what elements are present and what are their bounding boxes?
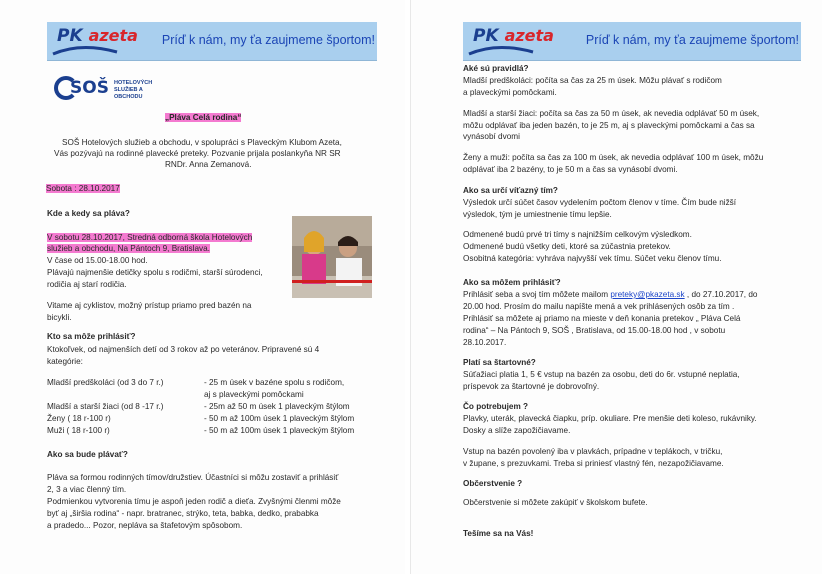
- flyer-page-right: [410, 0, 822, 574]
- where-line: V sobotu 28.10.2017, Stredná odborná škola Hotelových: [47, 233, 253, 242]
- rules-line: Ženy a muži: počíta sa čas za 100 m úsek, ak nevedia odplávať 100 m úsek, môžu: [463, 153, 764, 162]
- welcome-line: Vitame aj cyklistov, možný prístup priamo pred bazén na: [47, 301, 252, 310]
- closing-text: Tešíme sa na Vás!: [463, 529, 534, 538]
- snack-line: Občerstvenie si môžete zakúpiť v školskom bufete.: [463, 498, 648, 507]
- category-desc: - 50 m až 100m úsek 1 plaveckým štýlom: [204, 426, 355, 435]
- need-line: Plavky, uterák, plavecká čiapku, príp. okuliare. Pre menšie deti koleso, rukávniky.: [463, 414, 757, 423]
- where-line: služieb a obchodu, Na Pántoch 9, Bratislava.: [47, 244, 210, 253]
- who-line: Ktokoľvek, od najmenších detí od 3 rokov až po veteránov. Pripravené sú 4: [47, 345, 320, 354]
- how-line: Podmienkou vytvorenia tímu je aspoň jeden rodič a dieťa. Zvyšnými členmi môže: [47, 497, 341, 506]
- where-line: rodičia aj starí rodičia.: [47, 280, 127, 289]
- who-line: kategórie:: [47, 357, 83, 366]
- banner-slogan: Príď k nám, my ťa zaujmeme športom!: [161, 33, 375, 47]
- pk-azeta-logo: PK azeta: [57, 26, 138, 46]
- flyer-page-left: [0, 0, 405, 574]
- how-line: Pláva sa formou rodinných tímov/družstiev. Účastníci si môžu zostaviť a prihlásiť: [47, 473, 339, 482]
- category-desc: - 25 m úsek v bazéne spolu s rodičom,: [204, 378, 345, 387]
- winner-line: Odmenené budú všetky deti, ktoré sa zúčastnia pretekov.: [463, 242, 671, 251]
- who-heading: Kto sa môže prihlásiť?: [47, 332, 136, 341]
- rules-line: Mladší predškoláci: počíta sa čas za 25 m úsek. Môžu plávať s rodičom: [463, 76, 722, 85]
- wave-icon: [51, 44, 121, 58]
- category-name: Mladší predškoláci (od 3 do 7 r.): [47, 378, 164, 387]
- fee-line: Súťažiaci platia 1, 5 € vstup na bazén za osobu, deti do 6r. vstupné neplatia,: [463, 370, 740, 379]
- need-line: v župane, s prezuvkami. Treba si priniesť vlastný fén, nezapožičiavame.: [463, 459, 724, 468]
- category-name: Ženy ( 18 r-100 r): [47, 414, 111, 423]
- wave-icon: [467, 44, 537, 58]
- register-line: rodina“ – Na Pántoch 9, SOŠ , Bratislava, od 15.00-18.00 hod , v sobotu: [463, 326, 726, 335]
- fee-heading: Platí sa štartovné?: [463, 358, 536, 367]
- rules-line: Mladší a starší žiaci: počíta sa čas za 50 m úsek, ak nevedia odplávať 50 m úsek,: [463, 109, 760, 118]
- snack-heading: Občerstvenie ?: [463, 479, 523, 488]
- register-line: Prihlásiť sa môžete aj priamo na mieste v deň konania pretekov „ Pláva Celá: [463, 314, 741, 323]
- category-name: Muži ( 18 r-100 r): [47, 426, 110, 435]
- need-heading: Čo potrebujem ?: [463, 402, 529, 411]
- where-line: V čase od 15.00-18.00 hod.: [47, 256, 148, 265]
- rules-heading: Aké sú pravidlá?: [463, 64, 529, 73]
- winner-line: Osobitná kategória: vyhráva najvyšší vek tímu. Súčet veku členov tímu.: [463, 254, 722, 263]
- pk-azeta-logo: PK azeta: [473, 26, 554, 46]
- winner-line: výsledok, tým je umiestnenie tímu lepšie.: [463, 210, 612, 219]
- welcome-line: bicykli.: [47, 313, 72, 322]
- winner-heading: Ako sa určí víťazný tím?: [463, 186, 558, 195]
- rules-line: môžu odplávať iba jeden bazén, to je 25 m, aj s plaveckými pomôckami a čas sa: [463, 121, 755, 130]
- intro-line: SOŠ Hotelových služieb a obchodu, v spolupráci s Plaveckým Klubom Azeta,: [62, 138, 342, 147]
- how-heading: Ako sa bude plávať?: [47, 450, 128, 459]
- rules-line: vynásobí dvomi: [463, 132, 520, 141]
- email-link[interactable]: preteky@pkazeta.sk: [610, 290, 685, 299]
- event-photo: [292, 216, 372, 298]
- intro-line: Vás pozývajú na rodinné plavecké preteky. Pozvanie prijala poslankyňa NR SR: [54, 149, 341, 158]
- register-line: 28.10.2017.: [463, 338, 507, 347]
- pk-azeta-banner: [463, 22, 801, 61]
- where-heading: Kde a kedy sa pláva?: [47, 209, 130, 218]
- event-title: „Pláva Celá rodina“: [165, 113, 242, 122]
- register-heading: Ako sa môžem prihlásiť?: [463, 278, 561, 287]
- need-line: Dosky a slíže zapožičiavame.: [463, 426, 571, 435]
- date-tag: Sobota : 28.10.2017: [46, 184, 120, 193]
- how-line: byť aj „širšia rodina“ - napr. bratranec, strýko, teta, babka, dedko, prababka: [47, 509, 319, 518]
- category-name: Mladší a starší žiaci (od 8 -17 r.): [47, 402, 164, 411]
- category-desc: aj s plaveckými pomôckami: [204, 390, 304, 399]
- fee-line: príspevok za štartovné je dobrovoľný.: [463, 382, 600, 391]
- register-line: Prihlásiť seba a svoj tím môžete mailom preteky@pkazeta.sk , do 27.10.2017, do: [463, 290, 758, 299]
- sos-school-logo: SOŠ HOTELOVÝCH SLUŽIEB A OBCHODU: [54, 76, 164, 106]
- rules-line: odplávať iba 2 bazény, to je 50 m a čas sa vynásobí dvomi.: [463, 165, 678, 174]
- category-desc: - 25m až 50 m úsek 1 plaveckým štýlom: [204, 402, 350, 411]
- winner-line: Odmenené budú prvé tri tímy s najnižším celkovým výsledkom.: [463, 230, 692, 239]
- register-line: 20.00 hod. Prosím do mailu napíšte mená a vek prihlásených osôb za tím .: [463, 302, 735, 311]
- banner-slogan: Príď k nám, my ťa zaujmeme športom!: [585, 33, 799, 47]
- winner-line: Výsledok určí súčet časov vydelením počtom členov v tíme. Čím bude nižší: [463, 198, 737, 207]
- how-line: 2, 3 a viac členný tím.: [47, 485, 127, 494]
- intro-line: RNDr. Anna Zemanová.: [165, 160, 252, 169]
- where-line: Plávajú najmenšie detičky spolu s rodičmi, starší súrodenci,: [47, 268, 263, 277]
- category-desc: - 50 m až 100m úsek 1 plaveckým štýlom: [204, 414, 355, 423]
- how-line: a pradedo... Pozor, nepláva sa štafetovým spôsobom.: [47, 521, 243, 530]
- need-line: Vstup na bazén povolený iba v plavkách, prípadne v teplákoch, v tričku,: [463, 447, 723, 456]
- rules-line: a plaveckými pomôckami.: [463, 88, 557, 97]
- pk-azeta-banner: [47, 22, 377, 61]
